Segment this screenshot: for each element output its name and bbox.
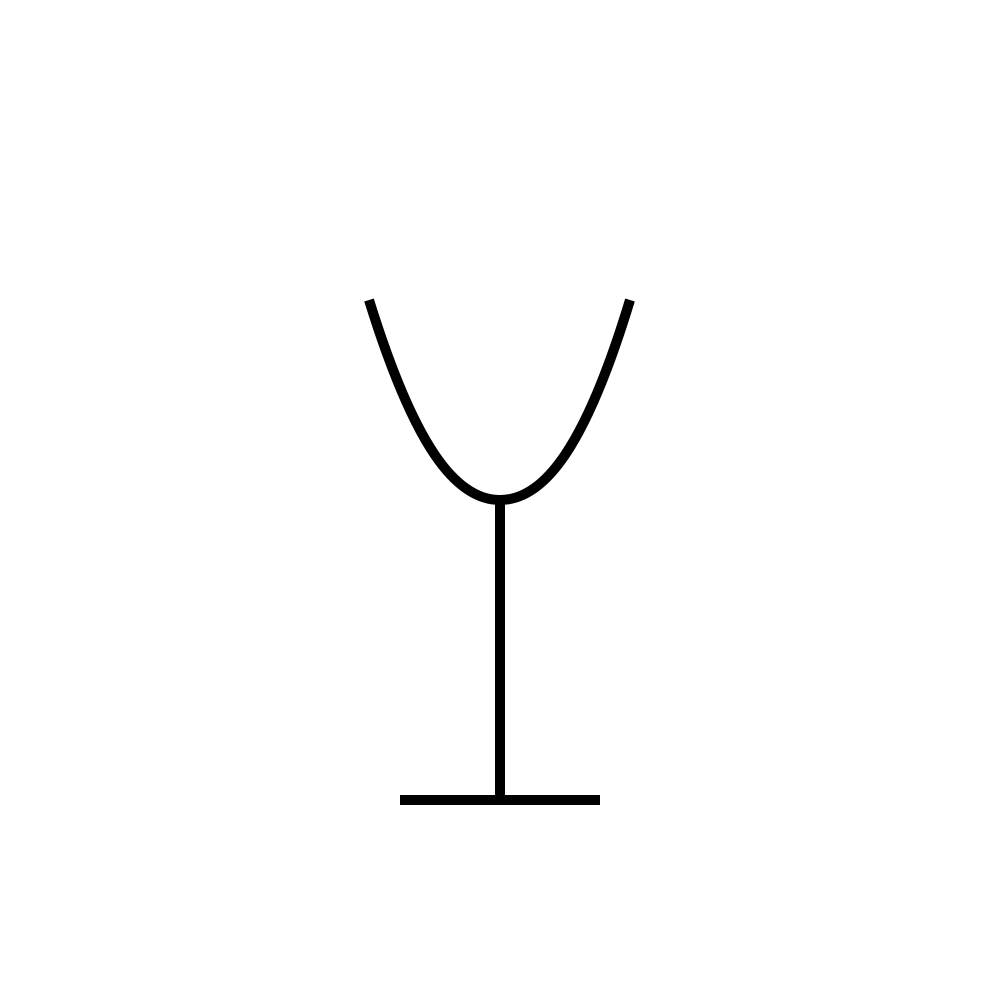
glass-bowl	[369, 300, 630, 500]
